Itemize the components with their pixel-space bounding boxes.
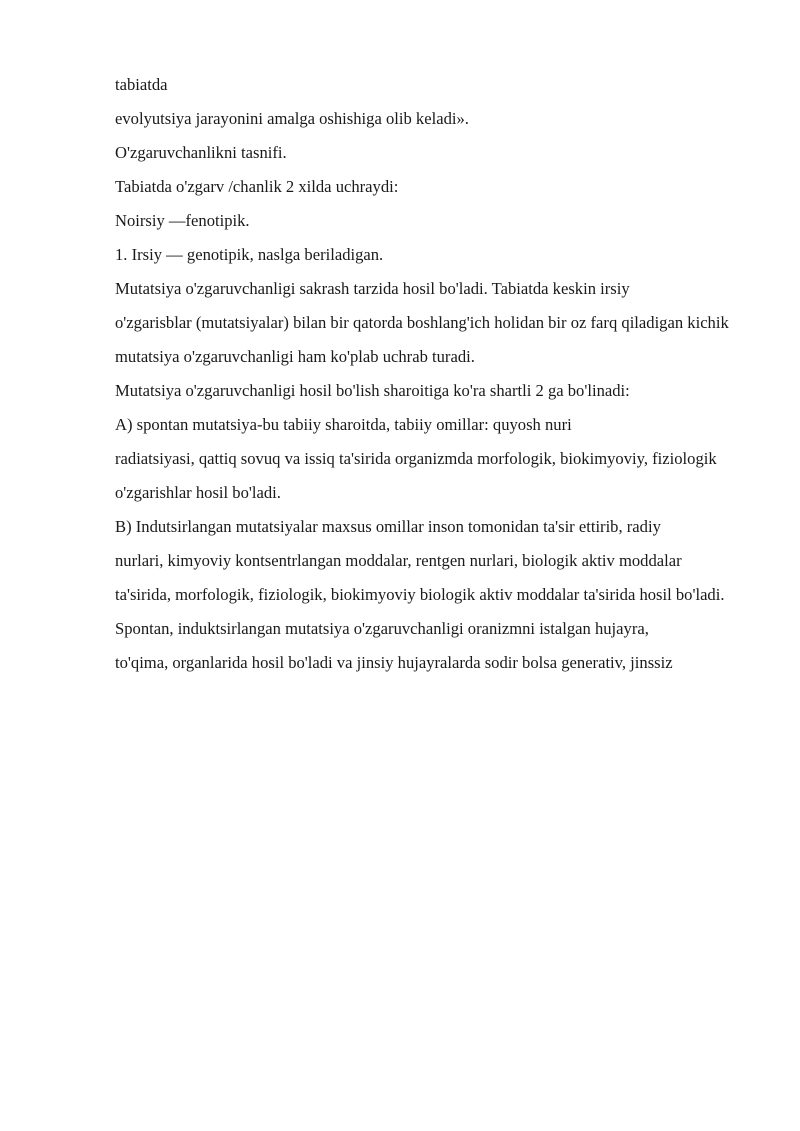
paragraph-15: nurlari, kimyoviy kontsentrlangan moddalar, rentgen nurlari, biologik aktiv moddalar xyxy=(115,551,682,570)
paragraph-8: o'zgarisblar (mutatsiyalar) bilan bir qatorda boshlang'ich holidan bir oz farq qiladigan kichik xyxy=(115,313,729,332)
paragraph-9: mutatsiya o'zgaruvchanligi ham ko'plab uchrab turadi. xyxy=(115,347,475,366)
paragraph-13: o'zgarishlar hosil bo'ladi. xyxy=(115,483,281,502)
paragraph-2: evolyutsiya jarayonini amalga oshishiga olib keladi». xyxy=(115,109,469,128)
paragraph-6: 1. Irsiy — genotipik, naslga beriladigan. xyxy=(115,245,384,264)
paragraph-17: Spontan, induktsirlangan mutatsiya o'zgaruvchanligi oranizmni istalgan hujayra, xyxy=(115,619,649,638)
paragraph-5: Noirsiy —fenotipik. xyxy=(115,211,250,230)
paragraph-14: B) Indutsirlangan mutatsiyalar maxsus omillar inson tomonidan ta'sir ettirib, radiy xyxy=(115,517,661,536)
paragraph-10: Mutatsiya o'zgaruvchanligi hosil bo'lish sharoitiga ko'ra shartli 2 ga bo'linadi: xyxy=(115,381,630,400)
paragraph-7: Mutatsiya o'zgaruvchanligi sakrash tarzida hosil bo'ladi. Tabiatda keskin irsiy xyxy=(115,279,630,298)
paragraph-3: O'zgaruvchanlikni tasnifi. xyxy=(115,143,287,162)
paragraph-11: A) spontan mutatsiya-bu tabiiy sharoitda, tabiiy omillar: quyosh nuri xyxy=(115,415,572,434)
paragraph-12: radiatsiyasi, qattiq sovuq va issiq ta'sirida organizmda morfologik, biokimyoviy, fiziologik xyxy=(115,449,717,468)
paragraph-18: to'qima, organlarida hosil bo'ladi va jinsiy hujayralarda sodir bolsa generativ, jinssiz xyxy=(115,653,673,672)
document-page xyxy=(115,75,742,687)
paragraph-4: Tabiatda o'zgarv /chanlik 2 xilda uchraydi: xyxy=(115,177,399,196)
paragraph-1: tabiatda xyxy=(115,75,168,94)
paragraph-16: ta'sirida, morfologik, fiziologik, biokimyoviy biologik aktiv moddalar ta'sirida hosil bo'ladi. xyxy=(115,585,725,604)
